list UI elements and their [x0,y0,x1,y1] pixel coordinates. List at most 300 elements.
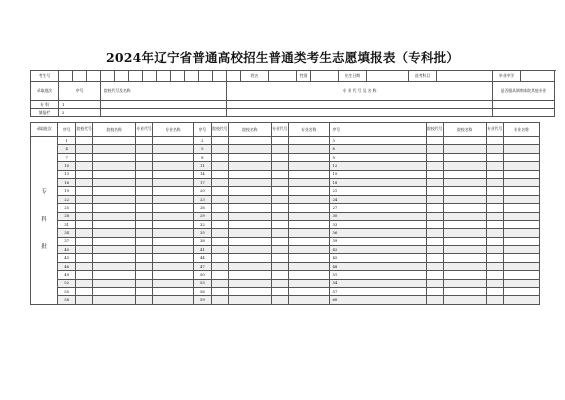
college-name-field[interactable] [93,296,136,304]
college-name-field[interactable] [93,288,136,296]
college-name-field[interactable] [228,296,271,304]
obey-field[interactable] [493,101,555,109]
college-code-field[interactable] [76,162,93,170]
major-code-field[interactable] [271,220,288,228]
major-name-field[interactable] [153,170,194,178]
college-code-field[interactable] [426,262,443,270]
major-name-field[interactable] [288,288,329,296]
choice-seq: 4 [58,145,76,153]
batch-row-label: 专 科 [31,101,59,109]
college-name-field[interactable] [443,137,486,145]
college-name-field[interactable] [443,178,486,186]
major-name-field[interactable] [288,170,329,178]
college-name-field[interactable] [93,187,136,195]
major-code-field[interactable] [271,162,288,170]
major-code-field[interactable] [486,262,503,270]
major-code-field[interactable] [136,195,153,203]
college-name-field[interactable] [93,279,136,287]
college-name-field[interactable] [443,212,486,220]
major-code-field[interactable] [136,212,153,220]
college-code-name-field[interactable] [101,101,227,109]
college-name-field[interactable] [228,178,271,186]
major-code-field[interactable] [486,195,503,203]
major-code-field[interactable] [486,153,503,161]
choice-seq: 15 [329,170,426,178]
exam-no-cell[interactable] [213,71,227,82]
college-code-field[interactable] [211,229,228,237]
exam-no-cell[interactable] [87,71,101,82]
college-name-field[interactable] [93,246,136,254]
college-code-field[interactable] [76,262,93,270]
major-code-field[interactable] [136,153,153,161]
exam-no-cell[interactable] [129,71,143,82]
major-name-field[interactable] [288,220,329,228]
college-name-field[interactable] [443,145,486,153]
major-code-field[interactable] [486,178,503,186]
college-name-field[interactable] [93,137,136,145]
college-name-field[interactable] [93,262,136,270]
college-code-field[interactable] [76,279,93,287]
major-code-field[interactable] [486,220,503,228]
major-name-field[interactable] [153,220,194,228]
college-name-field[interactable] [228,271,271,279]
major-code-field[interactable] [486,279,503,287]
college-code-field[interactable] [211,153,228,161]
college-code-field[interactable] [76,170,93,178]
school-label: 毕业中学 [493,71,521,82]
major-code-field[interactable] [271,195,288,203]
obey-field[interactable] [493,109,555,117]
choice-seq: 18 [329,178,426,186]
college-name-field[interactable] [443,296,486,304]
major-code-name-field[interactable] [227,109,493,117]
major-code-field[interactable] [136,178,153,186]
college-name-field[interactable] [228,187,271,195]
college-code-field[interactable] [76,254,93,262]
choice-row [31,204,540,212]
exam-no-cell[interactable] [199,71,213,82]
college-name-field[interactable] [443,153,486,161]
major-code-field[interactable] [486,246,503,254]
college-name-field[interactable] [93,170,136,178]
gender-field[interactable] [311,71,339,82]
exam-no-cell[interactable] [115,71,129,82]
grid-college-name-header: 院校名称 [443,123,486,137]
college-code-field[interactable] [211,212,228,220]
major-code-field[interactable] [271,262,288,270]
major-name-field[interactable] [288,145,329,153]
major-name-field[interactable] [153,145,194,153]
major-name-field[interactable] [153,162,194,170]
exam-no-cell[interactable] [227,71,241,82]
major-name-field[interactable] [503,178,539,186]
college-code-field[interactable] [426,195,443,203]
college-code-field[interactable] [426,220,443,228]
choice-seq: 11 [193,162,211,170]
college-code-field[interactable] [211,178,228,186]
choice-seq: 21 [329,187,426,195]
major-name-field[interactable] [288,204,329,212]
choice-seq: 38 [193,237,211,245]
major-name-field[interactable] [153,254,194,262]
exam-no-cell[interactable] [73,71,87,82]
college-code-field[interactable] [76,288,93,296]
college-code-field[interactable] [211,262,228,270]
major-code-field[interactable] [271,271,288,279]
major-name-field[interactable] [503,137,539,145]
major-code-field[interactable] [271,137,288,145]
batch-row-label: 填报栏 [31,109,59,117]
major-code-field[interactable] [271,288,288,296]
major-code-field[interactable] [486,145,503,153]
major-name-field[interactable] [153,296,194,304]
major-name-field[interactable] [503,246,539,254]
major-name-field[interactable] [288,254,329,262]
major-code-field[interactable] [486,237,503,245]
college-code-field[interactable] [211,204,228,212]
choice-seq: 1 [58,137,76,145]
batch-row-1 [31,101,555,109]
choice-seq: 26 [193,204,211,212]
college-code-field[interactable] [76,153,93,161]
major-code-field[interactable] [486,170,503,178]
exam-no-cell[interactable] [185,71,199,82]
college-code-field[interactable] [211,246,228,254]
major-code-field[interactable] [271,246,288,254]
major-name-field[interactable] [503,254,539,262]
exam-no-cell[interactable] [143,71,157,82]
major-name-field[interactable] [288,178,329,186]
major-name-field[interactable] [153,271,194,279]
college-name-field[interactable] [443,271,486,279]
major-code-field[interactable] [486,254,503,262]
exam-no-cell[interactable] [101,71,115,82]
grid-college-code-header: 院校代号 [211,123,228,137]
college-code-field[interactable] [211,145,228,153]
college-code-field[interactable] [76,204,93,212]
major-name-field[interactable] [153,279,194,287]
college-name-field[interactable] [228,162,271,170]
major-name-field[interactable] [288,279,329,287]
college-code-field[interactable] [426,237,443,245]
major-code-name-field[interactable] [227,101,493,109]
college-name-field[interactable] [228,170,271,178]
college-name-field[interactable] [443,246,486,254]
choice-seq: 32 [193,220,211,228]
major-name-field[interactable] [503,212,539,220]
college-name-field[interactable] [228,279,271,287]
college-name-field[interactable] [443,288,486,296]
major-name-field[interactable] [288,246,329,254]
major-name-field[interactable] [288,229,329,237]
college-code-field[interactable] [426,296,443,304]
major-name-field[interactable] [503,237,539,245]
college-code-field[interactable] [211,237,228,245]
exam-no-cell[interactable] [171,71,185,82]
major-name-field[interactable] [503,271,539,279]
college-code-field[interactable] [76,246,93,254]
major-code-field[interactable] [136,204,153,212]
major-code-field[interactable] [136,170,153,178]
choice-seq: 50 [193,271,211,279]
major-name-field[interactable] [503,220,539,228]
college-name-field[interactable] [443,162,486,170]
college-name-field[interactable] [228,229,271,237]
name-field[interactable] [269,71,297,82]
major-code-field[interactable] [271,187,288,195]
college-code-field[interactable] [426,204,443,212]
major-name-field[interactable] [153,288,194,296]
college-code-field[interactable] [76,220,93,228]
college-code-field[interactable] [76,145,93,153]
college-code-field[interactable] [76,229,93,237]
college-code-field[interactable] [426,246,443,254]
major-name-field[interactable] [288,212,329,220]
college-code-field[interactable] [211,254,228,262]
gender-label: 性别 [297,71,311,82]
major-code-field[interactable] [271,279,288,287]
grid-college-code-header: 院校代号 [426,123,443,137]
major-code-field[interactable] [486,271,503,279]
major-name-field[interactable] [288,153,329,161]
choice-seq: 39 [329,237,426,245]
major-code-field[interactable] [136,137,153,145]
college-code-field[interactable] [211,279,228,287]
college-code-field[interactable] [426,170,443,178]
major-code-field[interactable] [486,229,503,237]
college-name-field[interactable] [443,187,486,195]
college-name-field[interactable] [443,204,486,212]
major-code-field[interactable] [136,162,153,170]
college-name-field[interactable] [228,145,271,153]
college-code-field[interactable] [426,178,443,186]
major-name-field[interactable] [153,204,194,212]
college-code-field[interactable] [76,187,93,195]
college-code-field[interactable] [211,187,228,195]
college-name-field[interactable] [443,237,486,245]
major-code-field[interactable] [136,254,153,262]
major-name-field[interactable] [288,137,329,145]
college-code-field[interactable] [211,137,228,145]
college-code-field[interactable] [426,137,443,145]
grid-major-name-header: 专业名称 [503,123,539,137]
college-name-field[interactable] [443,229,486,237]
major-code-field[interactable] [486,137,503,145]
major-code-field[interactable] [486,187,503,195]
major-name-field[interactable] [503,288,539,296]
choice-seq: 31 [58,220,76,228]
major-code-field[interactable] [271,204,288,212]
college-code-field[interactable] [426,162,443,170]
choice-seq: 37 [58,237,76,245]
major-name-field[interactable] [153,187,194,195]
college-code-field[interactable] [211,195,228,203]
major-name-field[interactable] [503,262,539,270]
college-name-field[interactable] [93,220,136,228]
grid-batch-header: 录取批次 [31,123,58,137]
major-code-field[interactable] [136,237,153,245]
college-code-field[interactable] [426,153,443,161]
major-name-field[interactable] [153,212,194,220]
major-code-field[interactable] [271,296,288,304]
major-code-field[interactable] [136,187,153,195]
college-name-field[interactable] [443,279,486,287]
major-code-field[interactable] [136,288,153,296]
college-code-field[interactable] [426,229,443,237]
major-code-field[interactable] [271,229,288,237]
choice-seq: 17 [193,178,211,186]
college-code-field[interactable] [426,271,443,279]
major-name-field[interactable] [288,296,329,304]
major-code-field[interactable] [271,178,288,186]
college-name-field[interactable] [93,153,136,161]
major-code-field[interactable] [486,162,503,170]
college-name-field[interactable] [228,195,271,203]
school-field[interactable] [521,71,555,82]
major-code-field[interactable] [271,254,288,262]
major-code-field[interactable] [271,212,288,220]
major-name-field[interactable] [503,145,539,153]
college-code-field[interactable] [76,271,93,279]
major-name-field[interactable] [503,279,539,287]
choice-seq: 57 [329,288,426,296]
exam-no-cell[interactable] [157,71,171,82]
major-name-field[interactable] [503,229,539,237]
college-code-field[interactable] [426,145,443,153]
choice-seq: 51 [329,271,426,279]
major-code-field[interactable] [136,262,153,270]
major-name-field[interactable] [153,178,194,186]
college-code-field[interactable] [211,288,228,296]
college-code-field[interactable] [211,162,228,170]
college-name-field[interactable] [228,254,271,262]
major-code-field[interactable] [486,296,503,304]
exam-no-cell[interactable] [59,71,73,82]
choice-seq: 3 [329,137,426,145]
major-code-field[interactable] [271,145,288,153]
choice-seq: 46 [58,262,76,270]
major-name-field[interactable] [153,246,194,254]
header-table [30,70,555,117]
college-code-field[interactable] [76,296,93,304]
major-name-field[interactable] [153,237,194,245]
college-name-field[interactable] [443,262,486,270]
major-name-field[interactable] [503,162,539,170]
college-name-field[interactable] [93,195,136,203]
major-code-field[interactable] [486,204,503,212]
college-code-field[interactable] [211,170,228,178]
major-name-field[interactable] [288,237,329,245]
college-code-field[interactable] [426,279,443,287]
college-code-field[interactable] [211,296,228,304]
college-code-field[interactable] [211,271,228,279]
college-name-field[interactable] [443,220,486,228]
major-name-field[interactable] [288,187,329,195]
college-name-field[interactable] [228,204,271,212]
college-name-field[interactable] [93,212,136,220]
college-name-field[interactable] [228,153,271,161]
college-name-field[interactable] [228,212,271,220]
birth-field[interactable] [367,71,409,82]
college-code-field[interactable] [426,288,443,296]
college-code-field[interactable] [76,212,93,220]
college-name-field[interactable] [93,229,136,237]
major-name-field[interactable] [153,153,194,161]
choice-seq: 7 [58,153,76,161]
birth-label: 出生日期 [339,71,367,82]
college-code-field[interactable] [211,220,228,228]
college-name-field[interactable] [93,271,136,279]
major-code-field[interactable] [136,279,153,287]
college-code-field[interactable] [76,137,93,145]
college-name-field[interactable] [93,162,136,170]
college-name-field[interactable] [93,178,136,186]
college-name-field[interactable] [228,288,271,296]
college-name-field[interactable] [228,137,271,145]
major-name-field[interactable] [153,195,194,203]
major-code-field[interactable] [486,212,503,220]
college-code-field[interactable] [426,187,443,195]
major-code-field[interactable] [136,229,153,237]
major-name-field[interactable] [503,204,539,212]
major-code-field[interactable] [136,296,153,304]
major-name-field[interactable] [503,187,539,195]
college-name-field[interactable] [443,195,486,203]
major-code-field[interactable] [136,220,153,228]
college-code-name-field[interactable] [101,109,227,117]
college-name-field[interactable] [443,254,486,262]
major-code-field[interactable] [486,288,503,296]
college-name-field[interactable] [228,237,271,245]
major-name-field[interactable] [288,262,329,270]
college-code-field[interactable] [426,212,443,220]
major-code-field[interactable] [271,153,288,161]
college-name-field[interactable] [93,204,136,212]
major-name-field[interactable] [288,195,329,203]
college-name-field[interactable] [443,170,486,178]
college-code-field[interactable] [76,237,93,245]
major-code-field[interactable] [271,237,288,245]
college-code-field[interactable] [426,254,443,262]
major-name-field[interactable] [153,262,194,270]
major-name-field[interactable] [153,229,194,237]
college-name-field[interactable] [93,145,136,153]
choice-row [31,178,540,186]
major-code-field[interactable] [136,145,153,153]
major-code-field[interactable] [136,246,153,254]
major-name-field[interactable] [503,153,539,161]
college-code-field[interactable] [76,178,93,186]
college-name-field[interactable] [93,254,136,262]
major-code-field[interactable] [271,170,288,178]
choice-seq: 59 [193,296,211,304]
college-name-field[interactable] [93,237,136,245]
major-name-field[interactable] [153,137,194,145]
major-name-field[interactable] [503,296,539,304]
major-code-field[interactable] [136,271,153,279]
college-name-field[interactable] [228,246,271,254]
subject-field[interactable] [437,71,493,82]
major-name-field[interactable] [288,162,329,170]
major-name-field[interactable] [503,195,539,203]
choice-seq: 36 [329,229,426,237]
major-name-field[interactable] [288,271,329,279]
college-name-field[interactable] [228,262,271,270]
choice-row [31,279,540,287]
college-name-field[interactable] [228,220,271,228]
major-name-field[interactable] [503,170,539,178]
college-code-field[interactable] [76,195,93,203]
